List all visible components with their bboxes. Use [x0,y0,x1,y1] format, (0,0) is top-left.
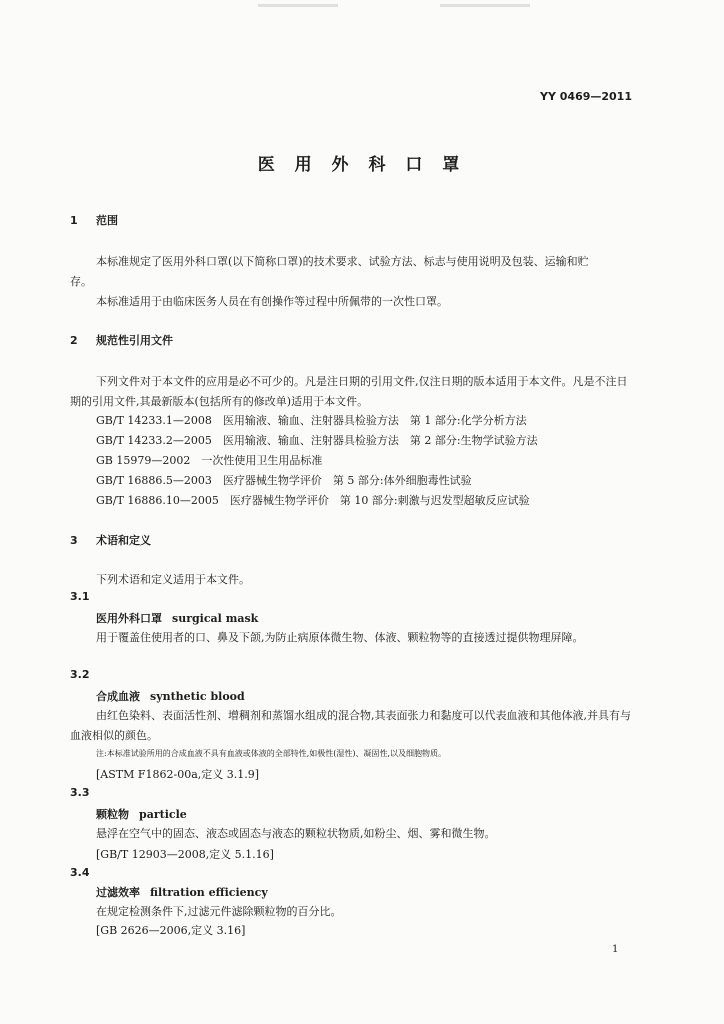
section-1-heading [70,212,118,228]
scope-paragraph-1: 本标准规定了医用外科口罩(以下简称口罩)的技术要求、试验方法、标志与使用说明及包装、运输和贮存。 [70,255,589,288]
subsection-number: 3.4 [70,866,90,879]
reference-item: GB/T 16886.5—2003 医疗器械生物学评价 第 5 部分:体外细胞毒性试验 [96,474,472,487]
section-title: 术语和定义 [96,534,151,547]
term-source: [GB/T 12903—2008,定义 5.1.16] [96,848,274,861]
term-en: synthetic blood [150,690,245,703]
document-title: 医 用 外 科 口 罩 [257,155,467,175]
subsection-number: 3.2 [70,668,90,681]
term-source: [ASTM F1862-00a,定义 3.1.9] [96,768,260,781]
scan-artifact [440,4,530,7]
section-title: 范围 [96,214,118,227]
term-heading [96,610,258,626]
section-title: 规范性引用文件 [96,334,173,347]
term-zh: 过滤效率 [96,886,140,899]
reference-item: GB 15979—2002 一次性使用卫生用品标准 [96,454,323,467]
term-zh: 颗粒物 [96,808,129,821]
subsection-number: 3.1 [70,590,90,603]
scope-paragraph-2: 本标准适用于由临床医务人员在有创操作等过程中所佩带的一次性口罩。 [96,295,448,308]
term-heading [96,688,245,704]
section-3-heading [70,532,151,548]
term-definition: 在规定检测条件下,过滤元件滤除颗粒物的百分比。 [96,905,342,918]
term-definition: 悬浮在空气中的固态、液态或固态与液态的颗粒状物质,如粉尘、烟、雾和微生物。 [96,827,496,840]
term-definition: 用于覆盖住使用者的口、鼻及下颌,为防止病原体微生物、体液、颗粒物等的直接透过提供物理屏障。 [96,631,584,644]
reference-item: GB/T 14233.1—2008 医用输液、输血、注射器具检验方法 第 1 部分:化学分析方法 [96,414,527,427]
term-definition: 由红色染料、表面活性剂、增稠剂和蒸馏水组成的混合物,其表面张力和黏度可以代表血液和其他体液,并具有与血液相似的颜色。 [70,709,631,742]
subsection-number: 3.3 [70,786,90,799]
term-en: surgical mask [172,612,259,625]
section-number: 2 [70,334,78,347]
section-number: 3 [70,534,78,547]
term-source: [GB 2626—2006,定义 3.16] [96,924,246,937]
terms-intro: 下列术语和定义适用于本文件。 [96,573,250,586]
reference-item: GB/T 14233.2—2005 医用输液、输血、注射器具检验方法 第 2 部分:生物学试验方法 [96,434,538,447]
term-zh: 合成血液 [96,690,140,703]
page-number: 1 [612,944,619,955]
term-en: particle [139,808,187,821]
reference-item: GB/T 16886.10—2005 医疗器械生物学评价 第 10 部分:刺激与迟发型超敏反应试验 [96,494,530,507]
section-2-heading [70,332,173,348]
scan-artifact [258,4,338,7]
term-en: filtration efficiency [150,886,268,899]
term-zh: 医用外科口罩 [96,612,162,625]
normative-intro: 下列文件对于本文件的应用是必不可少的。凡是注日期的引用文件,仅注日期的版本适用于本文件。凡是不注日期的引用文件,其最新版本(包括所有的修改单)适用于本文件。 [70,375,628,408]
term-heading [96,884,268,900]
term-note: 注:本标准试验所用的合成血液不具有血液或体液的全部特性,如极性(湿性)、凝固性,以及细胞物质。 [96,749,447,758]
section-number: 1 [70,214,78,227]
standard-number: YY 0469—2011 [540,90,632,103]
term-heading [96,806,187,822]
